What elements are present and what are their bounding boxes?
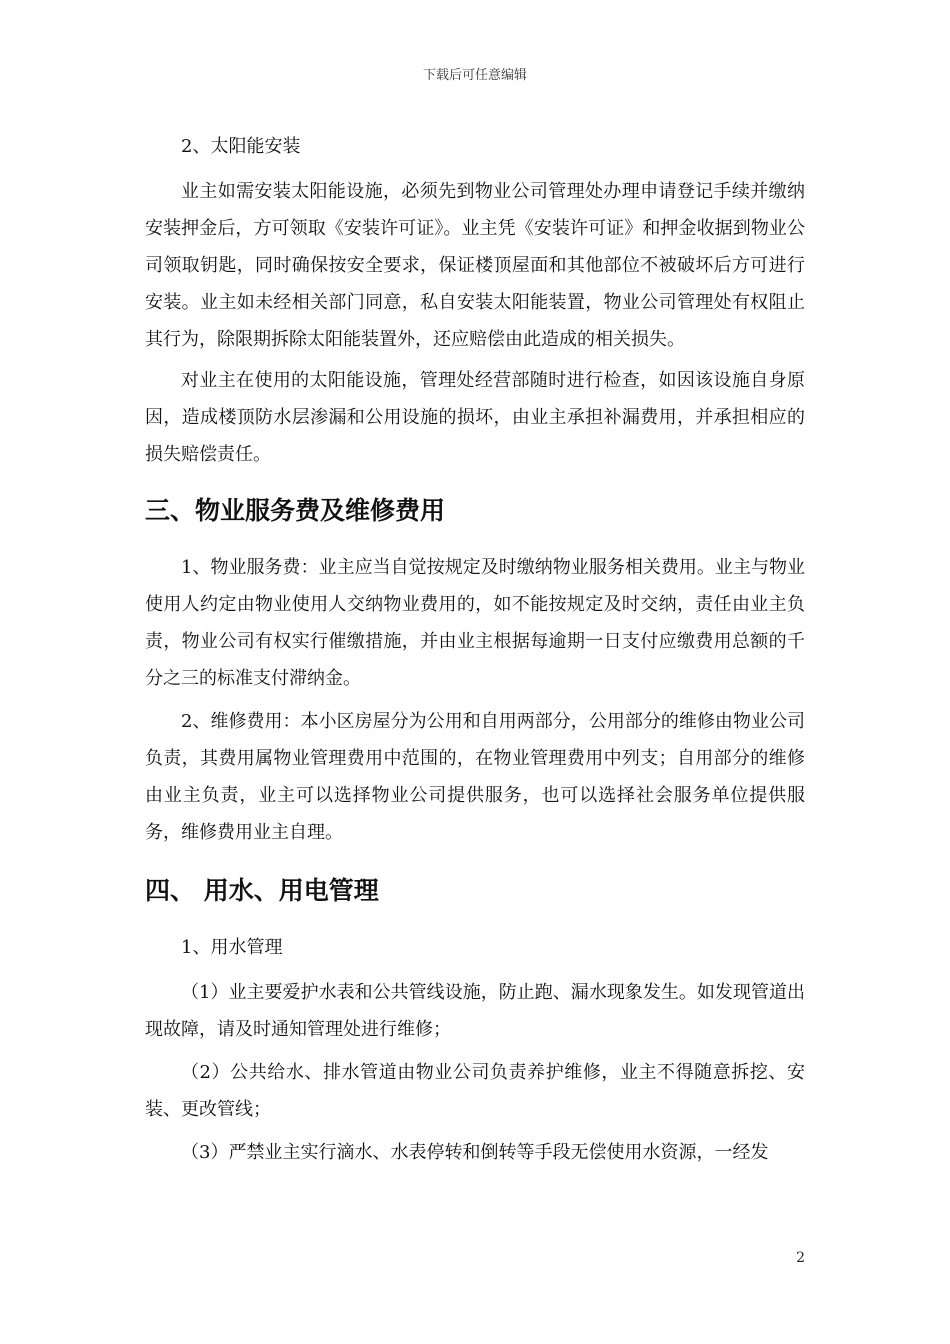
- paragraph-repair-fee: 2、维修费用：本小区房屋分为公用和自用两部分，公用部分的维修由物业公司负责，其费用属物业管理费用中范围的，在物业管理费用中列支；自用部分的维修由业主负责，业主可以选择物业公司提供服务，也可以选择社会服务单位提供服务，维修费用业主自理。: [145, 711, 805, 843]
- paragraph-water-1: （1）业主要爱护水表和公共管线设施，防止跑、漏水现象发生。如发现管道出现故障，请及时通知管理处进行维修；: [145, 982, 805, 1040]
- paragraph-solar-1: 业主如需安装太阳能设施，必须先到物业公司管理处办理申请登记手续并缴纳安装押金后，方可领取《安装许可证》。业主凭《安装许可证》和押金收据到物业公司领取钥匙，同时确保按安全要求，保证楼顶屋面和其他部位不被破坏后方可进行安装。业主如未经相关部门同意，私自安装太阳能装置，物业公司管理处有权阻止其行为，除限期拆除太阳能装置外，还应赔偿由此造成的相关损失。: [145, 181, 805, 350]
- page-number: 2: [796, 1250, 805, 1266]
- paragraph-water-3: （3）严禁业主实行滴水、水表停转和倒转等手段无偿使用水资源，一经发: [181, 1142, 769, 1163]
- section-heading-utilities: 四、 用水、用电管理: [145, 876, 379, 905]
- document-body: [145, 128, 805, 1171]
- section-heading-fees: 三、物业服务费及维修费用: [145, 496, 446, 525]
- page-header: 下载后可任意编辑: [422, 68, 527, 83]
- subsection-title-water: 1、用水管理: [181, 937, 283, 958]
- paragraph-service-fee: 1、物业服务费：业主应当自觉按规定及时缴纳物业服务相关费用。业主与物业使用人约定由物业使用人交纳物业费用的，如不能按规定及时交纳，责任由业主负责，物业公司有权实行催缴措施，并由业主根据每逾期一日支付应缴费用总额的千分之三的标准支付滞纳金。: [145, 557, 805, 689]
- subsection-title-solar: 2、太阳能安装: [181, 136, 301, 157]
- paragraph-water-2: （2）公共给水、排水管道由物业公司负责养护维修，业主不得随意拆挖、安装、更改管线；: [145, 1062, 805, 1120]
- paragraph-solar-2: 对业主在使用的太阳能设施，管理处经营部随时进行检查，如因该设施自身原因，造成楼顶防水层渗漏和公用设施的损坏，由业主承担补漏费用，并承担相应的损失赔偿责任。: [145, 370, 805, 465]
